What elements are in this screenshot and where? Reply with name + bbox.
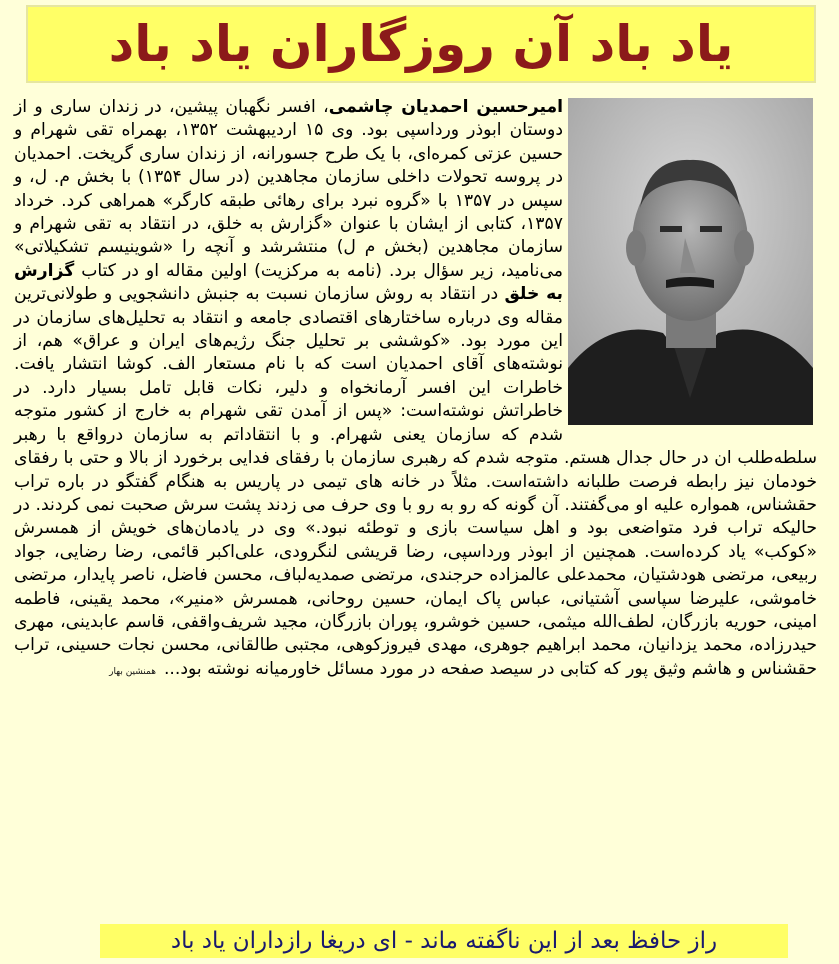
footer-verse: راز حافظ بعد از این ناگفته ماند - ای دریغا رازداران یاد باد xyxy=(170,928,718,954)
article-text-part1: ، افسر نگهبان پیشین، در زندان ساری و از دوستان ابوذر ورداسپی بود. وی ۱۵ اردیبهشت ۱۳۵۲، بهمراه تقی شهرام و حسین عزتی کمره‌ای، با یک طرح جسورانه، از زندان ساری گریخت. احمدیان در پروسه تحولات داخلی سازمان مجاهدین (در سال ۱۳۵۴) با بخش م. ل، و سپس در ۱۳۵۷ با «گروه نبرد برای رهائی طبقه کارگر» همراهی کرد. خرداد ۱۳۵۷، کتابی از ایشان با عنوان «گزارش به خلق، در انتقاد به تقی شهرام و سازمان مجاهدین (بخش م ل) منتشرشد و آنچه را «شوینیسم تشکیلاتی» می‌نامید، زیر سؤال برد. (نامه به مرکزیت) اولین مقاله او در کتاب xyxy=(14,97,564,281)
footer-verse-box xyxy=(100,924,788,958)
article-text-part2: در انتقاد به روش سازمان نسبت به جنبش دانشجویی و طولانی‌ترین مقاله وی درباره ساختارهای اقتصادی جامعه و انتقاد به تحلیل‌های سازمان در این مورد بود. «کوششی بر تحلیل جنگ رژیم‌های ایران و عراق» هم، از نوشته‌های آقای احمدیان است که با نام مستعار الف. کوشا انتشار یافت. خاطرات این افسر آرمانخواه و دلیر، نکات قابل تامل بسیار دارد. در خاطراتش نوشته‌است: «پس از آمدن تقی شهرام به خارج از کشور متوجه شدم که سازمان یعنی شهرام. و با انتقاداتم به سازمان درواقع با رهبر سلطه‌طلب ان در حال جدال هستم. متوجه شدم که رهبری سازمان با رفقای فدایی برخورد از بالا و حتی با رفقای خودمان نیز رابطه فرصت طلبانه داشته‌است. مثلاً در خانه های تیمی در پاریس به هنگام گفتگو در باره تراب حقشناس، همواره علیه او می‌گفتند. آن گونه که رو به رو با وی حرف می زدند پشت سرش صحبت نمی کردند. در حالیکه تراب فرد متواضعی بود و اهل سیاست بازی و توطئه نبود.» وی در یادمان‌های خویش از همسرش «کوکب» یاد کرده‌است. همچنین از ابوذر ورداسپی، رضا قریشی لنگرودی، علی‌اکبر قائمی، رضا رضایی، جواد ربیعی، مرتضی هودشتیان، محمدعلی عالمزاده حرجندی، مرتضی صمدیه‌لباف، محسن فاضل، ناصر پایدار، مرتضی خاموشی، علیرضا سپاسی آشتیانی، عباس پاک ایمان، حسین روحانی، همسرش «منیر»، محمد یقینی، فاطمه امینی، حوریه بازرگان، لطف‌الله میثمی، حسین خوشرو، پوران بازرگان، مجید شریف‌واقفی، قاسم عابدینی، مهری حیدرزاده، محمد یزدانیان، محمد ابراهیم جوهری، مهدی فیروزکوهی، مجتبی طالقانی، محسن نجات حسینی، تراب حقشناس و هاشم وثیق پور که کتابی در سیصد صفحه در مورد مسائل خاورمیانه نوشته بود... xyxy=(14,284,817,679)
title-banner xyxy=(26,5,816,83)
person-name: امیرحسین احمدیان چاشمی xyxy=(328,97,563,117)
photo-placeholder xyxy=(563,96,817,426)
page-title: یاد باد آن روزگاران یاد باد xyxy=(108,15,734,73)
article-body xyxy=(14,96,817,684)
author-signature: همنشین بهار xyxy=(109,666,156,677)
book-title: گزارش به خلق xyxy=(14,260,563,305)
